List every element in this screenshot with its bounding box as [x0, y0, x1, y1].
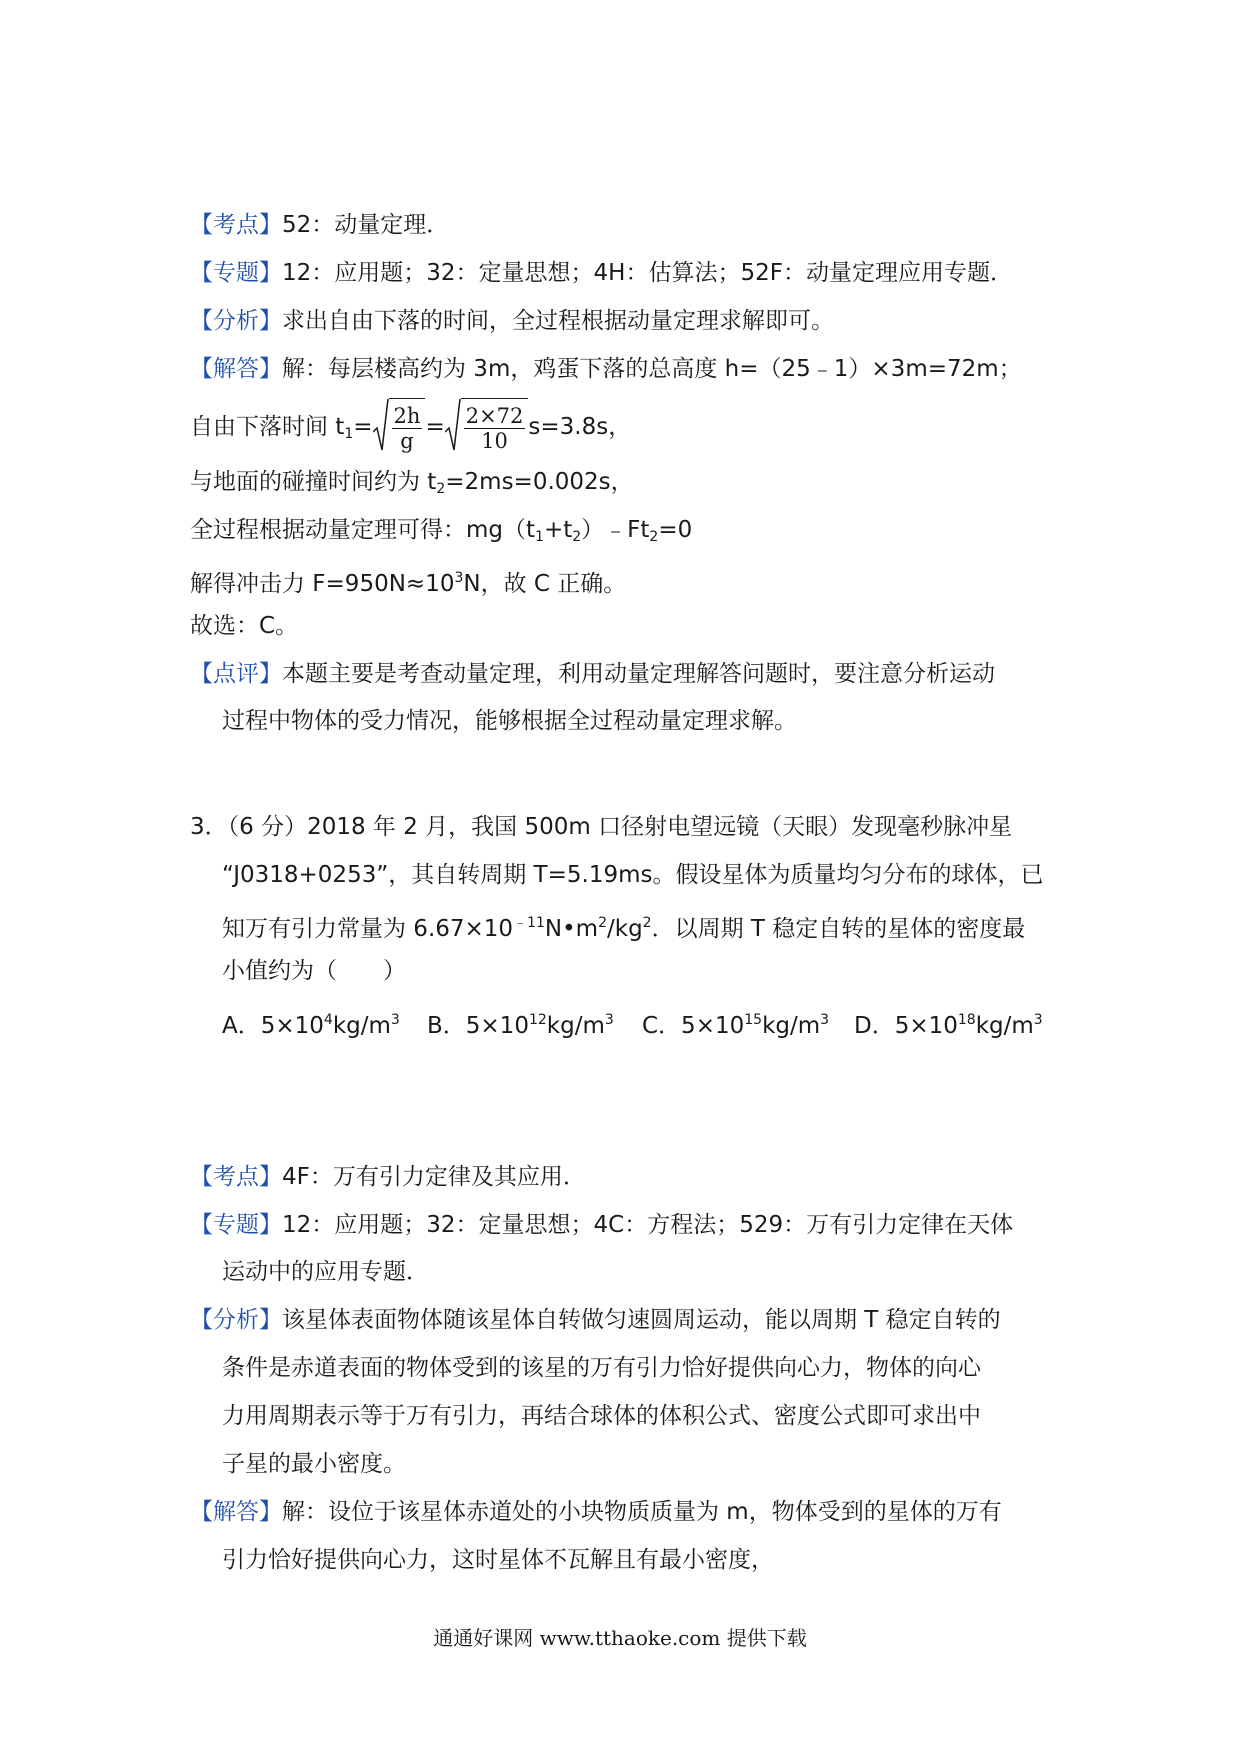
G-exp: ﹣11: [513, 915, 545, 931]
q3-zhuanti: [190, 1208, 1013, 1242]
q2-kaodian: [190, 208, 449, 242]
zhuanti-text: 12：应用题；32：定量思想；4C：方程法；529：万有引力定律在天体: [282, 1212, 1014, 1238]
q3-jieda-cont: 引力恰好提供向心力，这时星体不瓦解且有最小密度，: [222, 1547, 774, 1573]
sqrt-2h-over-g: [373, 398, 426, 457]
sqrt-2x72-over-10: [445, 398, 529, 457]
q2-fenxi: [190, 304, 834, 338]
q3-stem-line2: “J0318+0253”，其自转周期 T=5.19ms。假设星体为质量均匀分布的球体，已: [222, 862, 1044, 888]
G-unit-exp1: 2: [598, 915, 607, 931]
tag-kaodian: 【考点】: [190, 1164, 282, 1190]
option-b[interactable]: B．$5\times 10^{12}kg/m^3$: [427, 1012, 614, 1039]
q3-stem-line1: 3．（6 分）2018 年 2 月，我国 500m 口径射电望远镜（天眼）发现毫秒脉冲星: [190, 814, 1013, 840]
fenxi-text: 求出自由下落的时间，全过程根据动量定理求解即可。: [282, 308, 834, 334]
sqrt-sign-icon: [373, 398, 389, 457]
tag-zhuanti: 【专题】: [190, 1212, 282, 1238]
q2-line-F: [190, 561, 626, 595]
tag-zhuanti: 【专题】: [190, 260, 282, 286]
frac2-numerator: 2×72: [465, 404, 524, 428]
kaodian-text: 4F：万有引力定律及其应用．: [282, 1164, 586, 1190]
frac2-denominator: 10: [481, 429, 508, 453]
tag-fenxi: 【分析】: [190, 1307, 282, 1333]
eq-sub3: 2: [649, 529, 659, 545]
q2-answer: 故选：C。: [190, 613, 299, 639]
frac1-denominator: g: [400, 429, 414, 453]
q3-stem-line3: [222, 906, 1025, 940]
q3-fenxi: [190, 1303, 1001, 1337]
option-d[interactable]: D．$5\times 10^{18}kg/m^3$: [854, 1012, 1043, 1039]
fenxi-text: 该星体表面物体随该星体自转做匀速圆周运动，能以周期 T 稳定自转的: [282, 1307, 1001, 1333]
q3-fenxi-cont3: 子星的最小密度。: [222, 1451, 406, 1477]
G-post: ．以周期 T 稳定自转的星体的密度最: [651, 916, 1026, 942]
eq-mid2: ）﹣Ft: [581, 517, 650, 543]
tag-dianping: 【点评】: [190, 661, 282, 687]
frac1-numerator: 2h: [393, 404, 421, 428]
G-prefix: 知万有引力常量为 6.67×10: [222, 916, 514, 942]
t2-result: =2ms=0.002s，: [445, 469, 634, 495]
t2-sub: 2: [436, 481, 446, 497]
sqrt-sign-icon: [445, 398, 461, 457]
option-c[interactable]: C．$5\times 10^{15}kg/m^3$: [642, 1012, 830, 1039]
q2-dianping: [190, 657, 995, 691]
option-a[interactable]: A．$5\times 10^4kg/m^3$: [222, 1012, 400, 1039]
q2-dianping-cont: 过程中物体的受力情况，能够根据全过程动量定理求解。: [222, 708, 797, 734]
q3-kaodian: [190, 1160, 586, 1194]
q3-jieda: [190, 1495, 1002, 1529]
tag-jieda: 【解答】: [190, 1499, 282, 1525]
q2-line-eq: [190, 513, 692, 547]
eq-sub1: 1: [535, 529, 544, 545]
tag-kaodian: 【考点】: [190, 212, 282, 238]
eq-prefix: 全过程根据动量定理可得：mg（t: [190, 517, 536, 543]
eq-post: =0: [658, 517, 693, 543]
q2-line-t1: [190, 398, 631, 456]
t2-prefix: 与地面的碰撞时间约为 t: [190, 469, 437, 495]
q3-stem-line4: 小值约为（ ）: [222, 958, 406, 984]
eq-sub2: 2: [572, 529, 582, 545]
q3-fenxi-cont1: 条件是赤道表面的物体受到的该星的万有引力恰好提供向心力，物体的向心: [222, 1355, 981, 1381]
q3-fenxi-cont2: 力用周期表示等于万有引力，再结合球体的体积公式、密度公式即可求出中: [222, 1403, 981, 1429]
q3-zhuanti-cont: 运动中的应用专题．: [222, 1259, 429, 1285]
F-sup: 3: [454, 570, 464, 586]
q2-line-t2: [190, 465, 634, 499]
t1-eq: =: [353, 414, 373, 440]
kaodian-text: 52：动量定理．: [282, 212, 450, 238]
F-prefix: 解得冲击力 F=950N≈10: [190, 571, 455, 597]
t1-prefix: 自由下落时间 t: [190, 414, 345, 440]
footer-download-note: 通通好课网 www.tthaoke.com 提供下载: [433, 1626, 807, 1650]
eq-mid: +t: [543, 517, 573, 543]
G-unit1: N•m: [544, 916, 599, 942]
jieda-text: 解：每层楼高约为 3m，鸡蛋下落的总高度 h=（25﹣1）×3m=72m；: [282, 356, 1022, 382]
tag-fenxi: 【分析】: [190, 308, 282, 334]
tag-jieda: 【解答】: [190, 356, 282, 382]
t1-result: s=3.8s，: [528, 414, 632, 440]
dianping-text: 本题主要是考查动量定理，利用动量定理解答问题时，要注意分析运动: [282, 661, 995, 687]
t1-sub: 1: [344, 426, 354, 442]
q2-jieda: [190, 352, 1022, 386]
jieda-text: 解：设位于该星体赤道处的小块物质质量为 m，物体受到的星体的万有: [282, 1499, 1002, 1525]
zhuanti-text: 12：应用题；32：定量思想；4H：估算法；52F：动量定理应用专题．: [282, 260, 1013, 286]
G-unit-exp2: 2: [642, 915, 652, 931]
F-post: N，故 C 正确。: [463, 571, 627, 597]
q2-zhuanti: [190, 256, 1013, 290]
G-unit2: /kg: [607, 916, 643, 942]
t1-eq2: =: [425, 414, 445, 440]
